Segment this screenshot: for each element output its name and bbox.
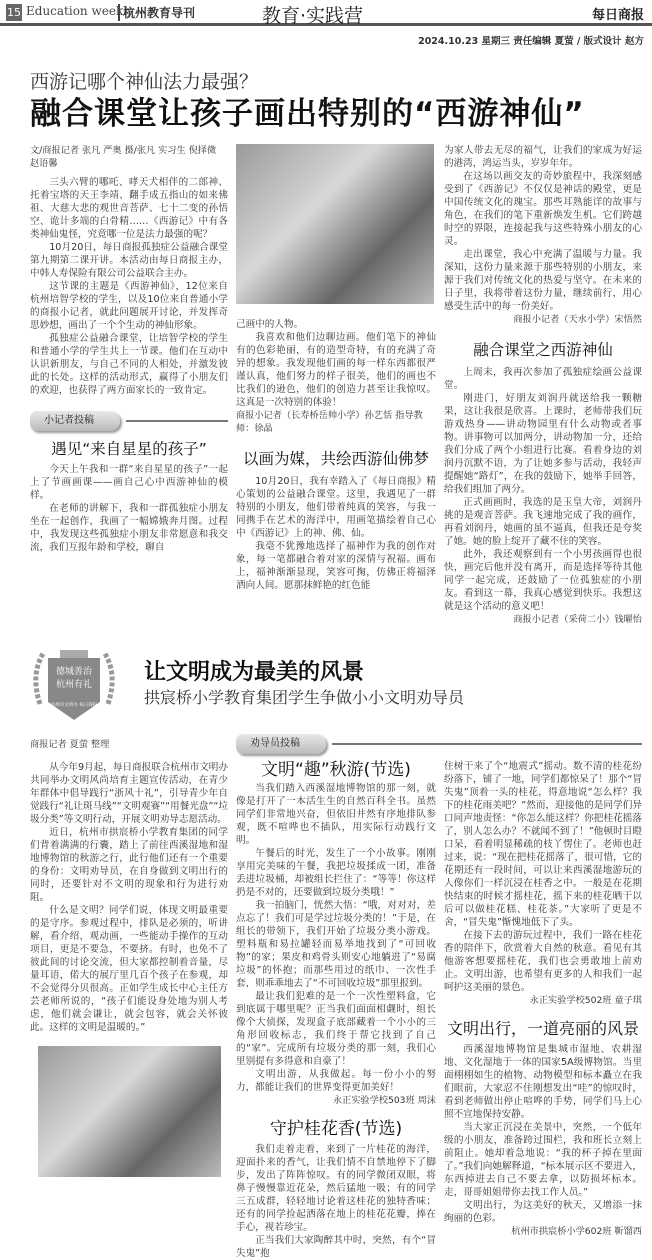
paragraph: 我喜欢和他们边聊边画。他们笔下的神仙有的色彩艳丽，有的造型奇特，有的充满了奇异的想象。我发现他们画的每一样东西都很严谨认真，他们努力的样子很美，他们的画也不比我们的逊色，他们的创造力甚至让我惊叹。这真是一次特别的体验！ [236,332,436,408]
paragraphs [30,463,228,554]
byline: 商报小记者（采荷二小）钱曜怡 [513,614,642,625]
byline: 永正实验学校502班 童子琪 [529,995,642,1006]
story2-headline: 让文明成为最美的风景 [144,660,365,685]
paragraphs [30,176,228,397]
logo-text: 杭州市文明办 每日商报 [50,703,98,708]
newspaper-brand: 每日商报 [591,8,644,23]
paragraphs [444,144,642,313]
class-photo [236,144,434,304]
divider [126,420,228,422]
essay-title: 守护桂花香(节选) [269,1119,403,1139]
paragraphs [236,1143,436,1260]
paragraph: 我一拍脑门，恍然大悟：“哦，对对对，差点忘了！我们可是学过垃圾分类的！”于是，在组长的带领下，我们开始了垃圾分类小游戏。塑料瓶和易拉罐轻而易举地找到了“可回收物”的家；果皮和鸡骨头则安心地躺进了“易腐垃圾”的怀抱；而那些用过的纸巾、一次性手套，则乖乖地去了“不可回收垃圾”那里报到。 [236,900,436,989]
story2-columns [30,734,642,1260]
paragraph: 文明出行，为这美好的秋天，又增添一抹绚丽的色彩。 [444,1200,642,1224]
story-subtitle: 西游记哪个神仙法力最强？ [30,71,259,93]
contributions-area [236,734,642,1260]
paragraph: 今天上午我和一群“来自星星的孩子”一起上了节画画课——画自己心中西游神仙的模样。 [30,464,228,501]
paragraph: 正式画画时，我选的是玉皇大帝，刘润丹挑的是观音菩萨。我飞速地完成了我的画作，再看刘润丹，她画的虽不逼真，但我还是夸奖了她。她的脸上绽开了藏不住的笑容。 [444,497,642,547]
paragraph: 文明出游，从我做起。每一份小小的努力，都能让我们的世界变得更加美好！ [236,1069,436,1093]
paragraph: 西溪湿地博物馆是集城市湿地、农耕湿地、文化湿地于一体的国家5A级博物馆。当里面栩栩如生的植物、动物模型和标本矗立在我们眼前，大家忍不住刚想发出“哇”的惊叹时，看到老师做出停止喧哗的手势，同学们马上心照不宣地保持安静。 [444,1044,642,1120]
divider [332,743,642,745]
dateline: 2024.10.23 星期三 责任编辑 夏萤 / 版式设计 赵方 [418,36,644,47]
paragraph: 我毫不犹豫地选择了福神作为我的创作对象，每一笔都融合着对家的深情与祝福。画布上，福神渐渐显现，笑容可掬，仿佛正将福泽洒向人间。愿那抹鲜艳的红色能 [236,541,436,591]
paragraph: 三头六臂的哪吒、哮天犬相伴的二郎神、托着宝塔的天王李靖、翻手成五指山的如来佛祖、大慈大悲的观世音菩萨、七十二变的孙悟空、诡计多端的白骨精……《西游记》中有各类神仙鬼怪，究竟哪一位是法力最强的呢？ [30,177,228,240]
paragraph: 当大家正沉浸在美景中，突然，一个低年级的小朋友，准备跨过围栏，我和班长立刻上前阻止。她却着急地说：“我的杯子掉在里面了。”我们向她解释道，“标本展示区不要进入，东西掉进去自己不要去拿，以防损坏标本。走，哥哥姐姐带你去找工作人员。” [444,1122,642,1198]
paragraph: 刚进门，好朋友刘润丹就送给我一颗糖果，这让我很是欣喜。上课时，老师带我们玩游戏热身——讲动物园里有什么动物或者事物。讲事物可以加两分，讲动物加一分，还给我们分成了两个小组进行比赛。看着身边的刘润丹沉默不语，为了让她多参与活动，我轻声提醒她“路灯”，在我的鼓励下，她举手回答，给我们组加了两分。 [444,393,642,495]
middle-column [236,144,436,592]
paragraph: 住树干来了个“地震式”摇动。数不清的桂花纷纷落下，铺了一地，同学们都惊呆了！那个“冒失鬼”顶着一头的桂花，得意地说“怎么样？我下的桂花雨美吧？”然而，迎接他的是同学们异口同声地责怪：“你怎么能这样？你把桂花摇落了，别人怎么办？不就闻不到了！”他顿时目瞪口呆，看着明显稀疏的枝丫愣住了。老师也赶过来，说：“现在把桂花摇落了，很可惜，它的花期还有一段时间，可以让来西溪湿地游玩的人像你们一样沉浸在桂香之中。一般是在花期快结束的时候才摇桂花，摇下来的桂花晒干以后可以做桂花糕、桂花茶。”大家听了更是不舍，“冒失鬼”惭愧地低下了头。 [444,761,642,928]
right-column [444,144,642,626]
page-content [30,70,642,1260]
paragraph: 10月20日，每日商报孤独症公益融合课堂第九期第二课开讲。本活动由每日商报主办，中韩人寿保险有限公司公益联合主办。 [30,242,228,279]
guide-label: 杭州教育导刊 [118,4,195,21]
essay-title: 融合课堂之西游神仙 [473,341,613,359]
paragraphs [444,366,642,613]
story2-subtitle: 拱宸桥小学教育集团学生争做小小文明劝导员 [144,688,465,707]
byline: 永正实验学校503班 周沫 [332,1095,436,1106]
column-tag-row [236,734,642,754]
paragraph: 当我们踏入西溪湿地博物馆的那一刻，就像是打开了一本活生生的自然百科全书。虽然同学们非常地兴奋，但依旧井然有序地排队参观，既不喧哗也不插队，用实际行动践行文明。 [236,783,436,846]
byline: 杭州市拱宸桥小学602班 靳馏西 [511,1226,642,1237]
paragraphs [236,475,436,592]
byline: 商报记者 夏萤 整理 [30,739,110,750]
paragraph: 此外，我还观察到有一个小男孩画得也很快，画完后他并没有离开，而是选择等待其他同学一起完成，还鼓励了一位孤独症的小朋友。看到这一幕，我真心感觉到快乐。我想这就是这个活动的意义吧！ [444,549,642,612]
paragraph: 从今年9月起，每日商报联合杭州市文明办共同举办文明风尚培育主题宣传活动，在青少年群体中倡导践行“浙风十礼”，引导青少年自觉践行“礼让斑马线”“文明观赛”“用餐光盘”“垃圾分类”等文明行动，开展文明劝导志愿活动。 [30,762,228,825]
story2-header [30,644,642,724]
paragraphs [30,761,228,1034]
story2-titles [144,659,464,709]
essay4-column [236,760,436,1260]
paragraph: 我们走着走着，来到了一片桂花的海洋，迎面扑来的香气，让我们情不自禁地停下了脚步，发出了阵阵惊叹。有的同学微闭双眼，将鼻子慢慢靠近花朵，然后猛地一吸；有的同学三五成群，轻轻地讨论着这桂花的独特香味；还有的同学捡起洒落在地上的桂花花瓣，捧在手心，视若珍宝。 [236,1144,436,1233]
paragraph: 近日，杭州市拱宸桥小学教育集团的同学们背着满满的行囊，踏上了前往西溪湿地和湿地博物馆的秋游之行，此行他们还有一个重要的身份：文明劝导员，在自身做到文明出行的同时，还要针对不文明的现象和行为进行劝阻。 [30,827,228,903]
paragraph: 孤独症公益融合课堂，让培智学校的学生和普通小学的学生共上一节课。他们在互动中认识新朋友，与自己不同的人相处，并激发彼此的长处。这样的活动形式，赢得了小朋友们的欢迎，也获得了两方面家长的一致肯定。 [30,333,228,396]
story-headline: 融合课堂让孩子画出特别的“西游神仙” [30,96,585,132]
essay-title: 遇见“来自星星的孩子” [51,440,207,458]
paragraph: 这节课的主题是《西游神仙》，12位来自杭州培智学校的学生，以及10位来自普通小学的商报小记者，就此问题展开讨论，并发挥奇思妙想，画出了一个个生动的神仙形象。 [30,281,228,331]
essay-title: 文明出行，一道亮丽的风景 [446,1019,639,1038]
story1-columns [30,144,642,626]
contribution-columns [236,760,642,1260]
paragraphs [236,782,436,1094]
byline: 商报小记者（长寿桥岳帅小学）孙艺恬 指导教师：徐晶 [236,410,423,434]
paragraph: 上周末，我再次参加了孤独症绘画公益课堂。 [444,367,642,391]
logo-text: 德城善治 [55,667,93,677]
logo-text: 杭州有礼 [55,680,93,690]
story2-column [30,734,228,1177]
students-photo [38,1046,221,1177]
byline: 文/商报记者 张凡 严奥 摄/张凡 实习生 倪择微 赵语馨 [30,145,217,169]
byline: 商报小记者（天水小学）宋悟然 [513,314,642,325]
paragraphs [444,1043,642,1225]
weekly-label: Education weekly [26,4,134,18]
paragraph: 10月20日，我有幸踏入了《每日商报》精心策划的公益融合课堂。这里，我遇见了一群特别的小朋友，他们带着纯真的笑容，与我一同携手在艺术的海洋中，用画笔描绘着自己心中《西游记》上的神、佛、仙。 [236,476,436,539]
page-number: 15 [7,6,21,19]
paragraph: 走出课堂，我心中充满了温暖与力量。我深知，这份力量来源于那些特别的小朋友，来源于我们对传统文化的热爱与坚守。在未来的日子里，我将带着这份力量，继续前行，用心感受生活中的每一份美好。 [444,249,642,312]
paragraph: 在老师的讲解下，我和一群孤独症小朋友坐在一起创作，我画了一幅嫦娥奔月图。过程中，我发现这些孤独症小朋友非常愿意和我交流，我们互报年龄和学校，聊自 [30,503,228,553]
column-tag: 劝导员投稿 [236,734,326,754]
essay5-continued [444,760,642,1238]
paragraph: 为家人带去无尽的福气，让我们的家成为好运的港湾，鸿运当头，岁岁年年。 [444,145,642,169]
paragraph: 在接下去的游玩过程中，我们一路在桂花香的陪伴下，欣赏着大自然的秋意。看见有其他游客想要摇桂花，我们也会勇敢地上前劝止。文明出游，也希望有更多的人和我们一起呵护这美丽的景色。 [444,930,642,993]
essay-title: 文明“趣”秋游(节选) [261,760,411,780]
civilization-badge-logo [30,644,118,724]
paragraph: 什么是文明？同学们说，体现文明最重要的是守序。参观过程中，排队是必须的，听讲解，看介绍，观动画，一些能动手操作的互动项目，更是不要急，不要挤。有时，也免不了彼此间的讨论交流，但大家都控制着音量，尽量耳语，偌大的展厅里几百个孩子在参观，却不会觉得分贝很高。正如学生成长中心主任方芸老师所说的，“孩子们能设身处地为别人考虑，他们就会谦让，就会包容，就会关怀彼此。这样的文明是温暖的。” [30,905,228,1033]
paragraph: 午餐后的时光，发生了一个小故事。刚刚享用完美味的午餐，我把垃圾揉成一团，准备丢进垃圾桶，却被组长拦住了：“等等！你这样扔是不对的，还要做到垃圾分类哦！” [236,848,436,898]
paragraph: 己画中的人物。 [236,319,304,330]
paragraph: 正当我们大家陶醉其中时，突然，有个“冒失鬼”抱 [236,1235,436,1259]
paragraphs [236,318,436,409]
story1-column [30,144,228,554]
column-tag: 小记者投稿 [30,411,120,431]
column-tag-row [30,411,228,431]
section-title: 教育·实践营 [262,5,364,27]
essay-title: 以画为媒，共绘西游仙佛梦 [242,450,429,468]
paragraph: 在这场以画交友的奇妙旅程中，我深刻感受到了《西游记》不仅仅是神话的殿堂，更是中国传统文化的瑰宝。那些耳熟能详的故事与角色，在我们的笔下重新焕发生机。它们跨越时空的界限，连接起我与这些特殊小朋友的心灵。 [444,171,642,247]
paragraphs [444,760,642,994]
paragraph: 最让我们犯难的是一个一次性塑料盒，它到底属于哪里呢？正当我们面面相觑时，组长像个大侦探，发现盒子底部藏着一个小小的三角形回收标志，我们终于帮它找到了自己的“家”。完成所有垃圾分类的那一刻，我们心里别提有多得意和自豪了！ [236,991,436,1067]
